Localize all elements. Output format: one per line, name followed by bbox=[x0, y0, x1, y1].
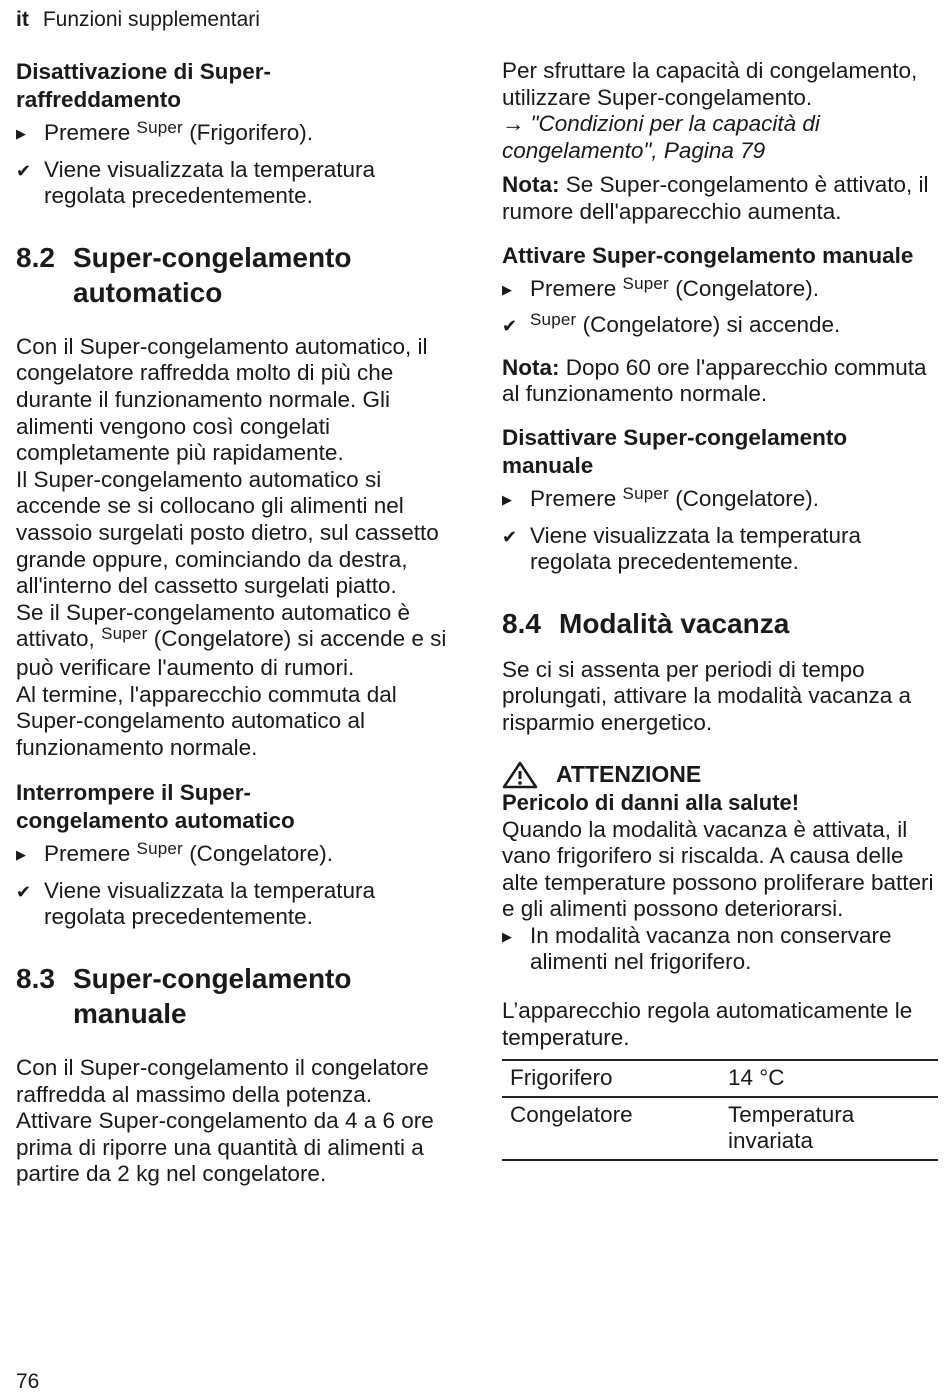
super-button-label: Super bbox=[622, 483, 669, 503]
paragraph: Con il Super-congelamento automatico, il congelatore raffredda molto di più che durante il funzionamento normale. Gli alimenti vengono così congelati completamente più rapidamente. bbox=[16, 333, 428, 466]
super-button-label: Super bbox=[101, 624, 148, 644]
step-item: ▶ In modalità vacanza non conservare alimenti nel frigorifero. bbox=[502, 922, 892, 975]
warning-heading: ATTENZIONE bbox=[502, 761, 938, 789]
checkmark-icon: ✔ bbox=[16, 881, 32, 902]
note: Nota: Se Super-congelamento è attivato, il rumore dell'apparecchio aumenta. bbox=[502, 172, 929, 224]
checkmark-icon: ✔ bbox=[502, 316, 518, 337]
checkmark-icon: ✔ bbox=[16, 160, 32, 181]
step-item: ▶ Premere $^{Super}$ (Congelatore). bbox=[502, 276, 938, 305]
arrow-right-icon: → bbox=[502, 111, 525, 137]
language-code: it bbox=[16, 8, 29, 31]
table-cell-label: Congelatore bbox=[510, 1101, 633, 1127]
warning-triangle-icon bbox=[502, 761, 538, 789]
paragraph: Al termine, l'apparecchio commuta dal Super-congelamento automatico al funzionamento normale. bbox=[16, 681, 397, 760]
right-column bbox=[502, 58, 938, 1161]
section-title-interrompere: Interrompere il Super-congelamento automatico bbox=[16, 780, 295, 834]
table-cell-value: 14 °C bbox=[728, 1065, 785, 1091]
cross-reference[interactable]: → "Condizioni per la capacità di congelamento", Pagina 79 bbox=[502, 111, 820, 163]
section-title-disattivare: Disattivare Super-congelamento manuale bbox=[502, 424, 848, 478]
page-number: 76 bbox=[16, 1370, 40, 1393]
paragraph: Con il Super-congelamento il congelatore raffredda al massimo della potenza. bbox=[16, 1055, 429, 1107]
table-row bbox=[502, 1097, 938, 1160]
table-row bbox=[502, 1060, 938, 1097]
note: Nota: Dopo 60 ore l'apparecchio commuta al funzionamento normale. bbox=[502, 354, 927, 407]
step-bullet-icon: ▶ bbox=[502, 928, 512, 944]
warning-text: Quando la modalità vacanza è attivata, il vano frigorifero si riscalda. A causa delle alte temperature possono proliferare batteri e gli alimenti possono deteriorarsi. bbox=[502, 816, 934, 922]
section-heading-8-3: 8.3 Super-congelamento manuale bbox=[16, 963, 352, 1030]
header-title: Funzioni supplementari bbox=[42, 8, 260, 31]
section-heading-8-4: 8.4 Modalità vacanza bbox=[502, 607, 790, 639]
warning-title: Pericolo di danni alla salute! bbox=[502, 789, 800, 815]
step-item: ▶ Premere $^{Super}$ (Frigorifero). bbox=[16, 120, 456, 149]
paragraph: Attivare Super-congelamento da 4 a 6 ore prima di riporre una quantità di alimenti a partire da 2 kg nel congelatore. bbox=[16, 1108, 434, 1187]
step-bullet-icon: ▶ bbox=[16, 847, 26, 863]
step-bullet-icon: ▶ bbox=[16, 126, 26, 141]
super-button-label: Super bbox=[136, 118, 183, 137]
section-title-disattivazione: Disattivazione di Super-raffreddamento bbox=[16, 59, 272, 112]
paragraph: Per sfruttare la capacità di congelamento, utilizzare Super-congelamento. bbox=[502, 58, 918, 110]
table-cell-label: Frigorifero bbox=[510, 1065, 613, 1091]
super-button-label: Super bbox=[622, 273, 669, 293]
super-button-label: Super bbox=[136, 839, 183, 859]
result-item: ✔ $^{Super}$ (Congelatore) si accende. bbox=[502, 312, 938, 341]
step-bullet-icon: ▶ bbox=[502, 491, 512, 507]
section-title-attivare: Attivare Super-congelamento manuale bbox=[502, 242, 914, 268]
page-header bbox=[16, 8, 260, 32]
table-cell-value: Temperatura invariata bbox=[728, 1101, 855, 1154]
step-bullet-icon: ▶ bbox=[502, 281, 512, 297]
section-heading-8-2: 8.2 Super-congelamento automatico bbox=[16, 241, 352, 308]
paragraph: Il Super-congelamento automatico si accende se si collocano gli alimenti nel vassoio surgelati posto dietro, sul cassetto grande oppure, cominciando da destra, all'interno del cassetto surgelati piatto. bbox=[16, 466, 439, 599]
paragraph: Se ci si assenta per periodi di tempo prolungati, attivare la modalità vacanza a risparmio energetico. bbox=[502, 656, 911, 735]
result-item: ✔ Viene visualizzata la temperatura regolata precedentemente. bbox=[16, 156, 376, 209]
checkmark-icon: ✔ bbox=[502, 526, 518, 547]
step-item: ▶ Premere $^{Super}$ (Congelatore). bbox=[502, 486, 938, 515]
paragraph: Se il Super-congelamento automatico è attivato, $^{Super}$ (Congelatore) si accende e si può verificare l'aumento di rumori. bbox=[16, 599, 447, 680]
result-item: ✔ Viene visualizzata la temperatura regolata precedentemente. bbox=[16, 877, 376, 930]
left-column bbox=[16, 58, 456, 1188]
step-item: ▶ Premere $^{Super}$ (Congelatore). bbox=[16, 841, 456, 870]
paragraph: L’apparecchio regola automaticamente le temperature. bbox=[502, 998, 913, 1050]
super-button-label: Super bbox=[530, 310, 577, 330]
result-item: ✔ Viene visualizzata la temperatura regolata precedentemente. bbox=[502, 522, 862, 575]
temperature-table bbox=[502, 1059, 938, 1161]
